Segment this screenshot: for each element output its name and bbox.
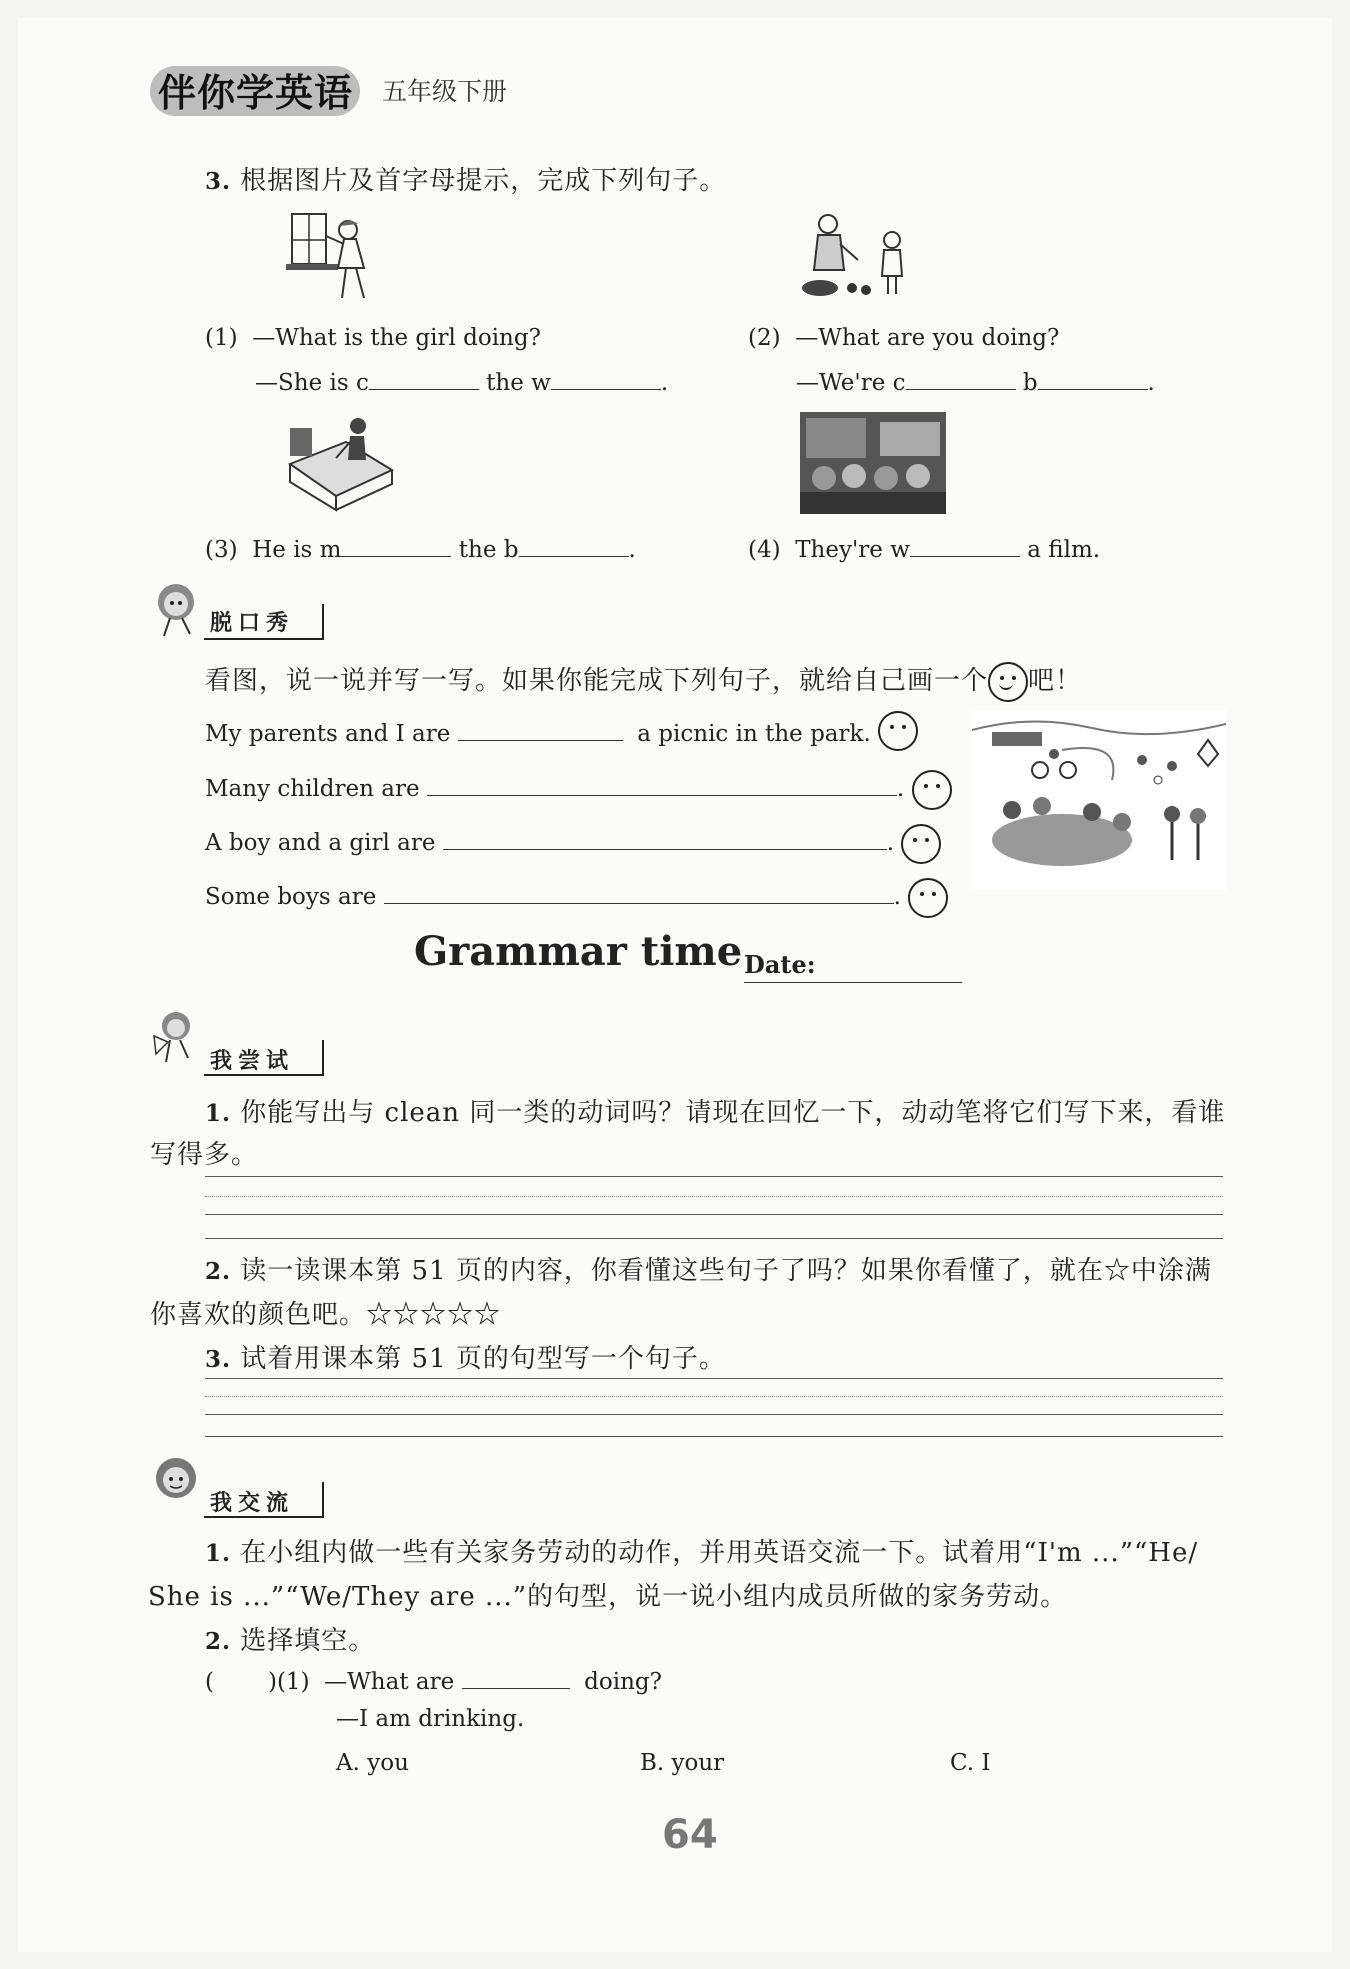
q2-number: 2. — [205, 1628, 232, 1655]
book-subtitle: 五年级下册 — [382, 77, 508, 106]
smiley-face-icon[interactable] — [901, 824, 941, 864]
sentence-2-blank[interactable] — [427, 771, 897, 796]
q3-text: 试着用课本第 51 页的句型写一个句子。 — [240, 1344, 726, 1374]
writing-line[interactable] — [205, 1238, 1223, 1239]
sentence-3: A boy and a girl are — [205, 830, 436, 856]
workbook-page — [18, 18, 1332, 1952]
q1-blank-1[interactable] — [369, 365, 479, 390]
sentence-3-blank[interactable] — [443, 825, 887, 850]
mc1-prompt-b: doing? — [584, 1669, 662, 1695]
q3-number: (3) — [205, 537, 238, 563]
q3-blank-1[interactable] — [341, 532, 451, 557]
q1-number: (1) — [205, 325, 238, 351]
wochangshi-q2 — [205, 1250, 1235, 1287]
ex3-number: 3. — [205, 168, 232, 195]
badge-underline — [204, 638, 324, 640]
writing-line[interactable] — [205, 1436, 1223, 1437]
smiley-face-icon — [988, 662, 1028, 702]
q2-line2 — [796, 365, 1155, 396]
q2-text-a: 读一读课本第 51 页的内容，你看懂这些句子了吗？如果你看懂了，就在☆中涂满 — [240, 1256, 1212, 1286]
q1-number: 1. — [205, 1540, 232, 1567]
section-badge-wochangshi: 我尝试 — [210, 1049, 295, 1074]
wojiaoliu-q1-cont: She is ...”“We/They are ...”的句型，说一说小组内成员所做的家务劳动。 — [148, 1582, 1068, 1612]
q3-number: 3. — [205, 1346, 232, 1373]
q1-line2 — [255, 365, 668, 396]
boy-mascot-icon — [148, 1452, 206, 1518]
fairy-mascot-icon — [148, 1006, 208, 1072]
sentence-4-blank[interactable] — [384, 879, 894, 904]
q1-question: —What is the girl doing? — [252, 325, 541, 351]
q4-line — [748, 532, 1100, 563]
ex3-instruction-text: 根据图片及首字母提示，完成下列句子。 — [240, 166, 727, 196]
q4-blank-1[interactable] — [910, 532, 1020, 557]
section-title-grammar-time: Grammar time — [414, 928, 743, 975]
smiley-face-icon[interactable] — [908, 878, 948, 918]
q3-line — [205, 532, 636, 563]
ex3-instruction — [205, 160, 726, 197]
option-b[interactable]: B. your — [640, 1750, 725, 1776]
date-label: Date: — [744, 950, 816, 979]
section-badge-wojiaoliu: 我交流 — [210, 1491, 295, 1516]
picture-girl-cleaning-window — [286, 208, 386, 304]
page-number: 64 — [662, 1812, 718, 1858]
answer-bracket-close: )(1) — [267, 1669, 310, 1695]
option-c[interactable]: C. I — [950, 1750, 991, 1776]
sentence-1-blank[interactable] — [458, 716, 623, 741]
girl-mascot-icon — [150, 578, 206, 642]
picture-boy-making-bed — [286, 412, 396, 512]
mc1-blank[interactable] — [462, 1664, 570, 1689]
q3-prompt-a: He is m — [252, 537, 342, 563]
sentence-2: Many children are — [205, 776, 420, 802]
q2-line1 — [748, 325, 1059, 351]
tuokouxiu-sentence-1 — [205, 716, 918, 751]
q3-blank-2[interactable] — [519, 532, 629, 557]
wochangshi-q1-cont: 写得多。 — [150, 1140, 259, 1170]
wochangshi-q3 — [205, 1338, 726, 1375]
writing-line[interactable] — [205, 1414, 1223, 1415]
answer-bracket-open[interactable]: ( — [205, 1669, 214, 1695]
sentence-1-a: My parents and I are — [205, 721, 451, 747]
q1-line1 — [205, 325, 541, 351]
q1-blank-2[interactable] — [551, 365, 661, 390]
mc1-prompt-a: —What are — [324, 1669, 455, 1695]
q2-question: —What are you doing? — [795, 325, 1060, 351]
book-logo: 伴你学英语 — [158, 71, 354, 115]
q2-blank-1[interactable] — [906, 365, 1016, 390]
picture-park-picnic — [972, 710, 1226, 890]
wojiaoliu-q2 — [205, 1620, 375, 1657]
q2-number: 2. — [205, 1258, 232, 1285]
q1-prompt-a: —She is c — [255, 370, 369, 396]
badge-divider — [322, 1482, 324, 1516]
smiley-face-icon[interactable] — [912, 770, 952, 810]
q1-number: 1. — [205, 1100, 232, 1127]
sentence-2-period: . — [896, 776, 905, 802]
badge-divider — [322, 1040, 324, 1074]
section-badge-tuokouxiu: 脱口秀 — [210, 611, 295, 636]
badge-underline — [204, 1074, 324, 1076]
writing-guide-line — [205, 1396, 1223, 1397]
picture-watching-film — [800, 412, 946, 514]
date-blank[interactable] — [744, 982, 962, 983]
q2-number: (2) — [748, 325, 781, 351]
q3-period: . — [628, 537, 636, 563]
sentence-3-period: . — [886, 830, 895, 856]
q4-number: (4) — [748, 537, 781, 563]
q2-blank-2[interactable] — [1038, 365, 1148, 390]
sentence-4-period: . — [893, 884, 901, 910]
q3-prompt-b: the b — [458, 537, 519, 563]
tuokouxiu-instruction-a: 看图，说一说并写一写。如果你能完成下列句子，就给自己画一个 — [205, 666, 989, 696]
tuokouxiu-sentence-3 — [205, 824, 941, 864]
q2-prompt-b: b — [1022, 370, 1038, 396]
tuokouxiu-sentence-2 — [205, 770, 952, 810]
q2-period: . — [1147, 370, 1155, 396]
q1-period: . — [660, 370, 669, 396]
badge-underline — [204, 1516, 324, 1518]
wojiaoliu-q1 — [205, 1532, 1235, 1569]
tuokouxiu-sentence-4 — [205, 878, 948, 918]
writing-line[interactable] — [205, 1214, 1223, 1215]
q4-prompt-b: a film. — [1027, 537, 1101, 563]
q1-text-a: 你能写出与 clean 同一类的动词吗？请现在回忆一下，动动笔将它们写下来，看谁 — [240, 1098, 1226, 1128]
tuokouxiu-instruction — [205, 660, 1082, 702]
picture-family-cooking — [800, 210, 920, 302]
tuokouxiu-instruction-b: 吧！ — [1028, 666, 1083, 696]
badge-divider — [322, 604, 324, 638]
mc1-answer-line: —I am drinking. — [336, 1706, 525, 1732]
q1-prompt-b: the w — [486, 370, 551, 396]
q2-prompt-a: —We're c — [796, 370, 906, 396]
q1-text-a: 在小组内做一些有关家务劳动的动作，并用英语交流一下。试着用“I'm ...”“He/ — [240, 1538, 1199, 1568]
writing-guide-line — [205, 1196, 1223, 1197]
wochangshi-q2-cont[interactable]: 你喜欢的颜色吧。☆☆☆☆☆ — [150, 1300, 502, 1330]
smiley-face-icon[interactable] — [878, 711, 918, 751]
q2-text: 选择填空。 — [240, 1626, 376, 1656]
sentence-4: Some boys are — [205, 884, 377, 910]
option-a[interactable]: A. you — [336, 1750, 409, 1776]
writing-line[interactable] — [205, 1378, 1223, 1379]
mc-question-1 — [205, 1664, 662, 1695]
q4-prompt-a: They're w — [795, 537, 910, 563]
sentence-1-b: a picnic in the park. — [637, 721, 871, 747]
wochangshi-q1 — [205, 1092, 1235, 1129]
writing-line[interactable] — [205, 1176, 1223, 1177]
